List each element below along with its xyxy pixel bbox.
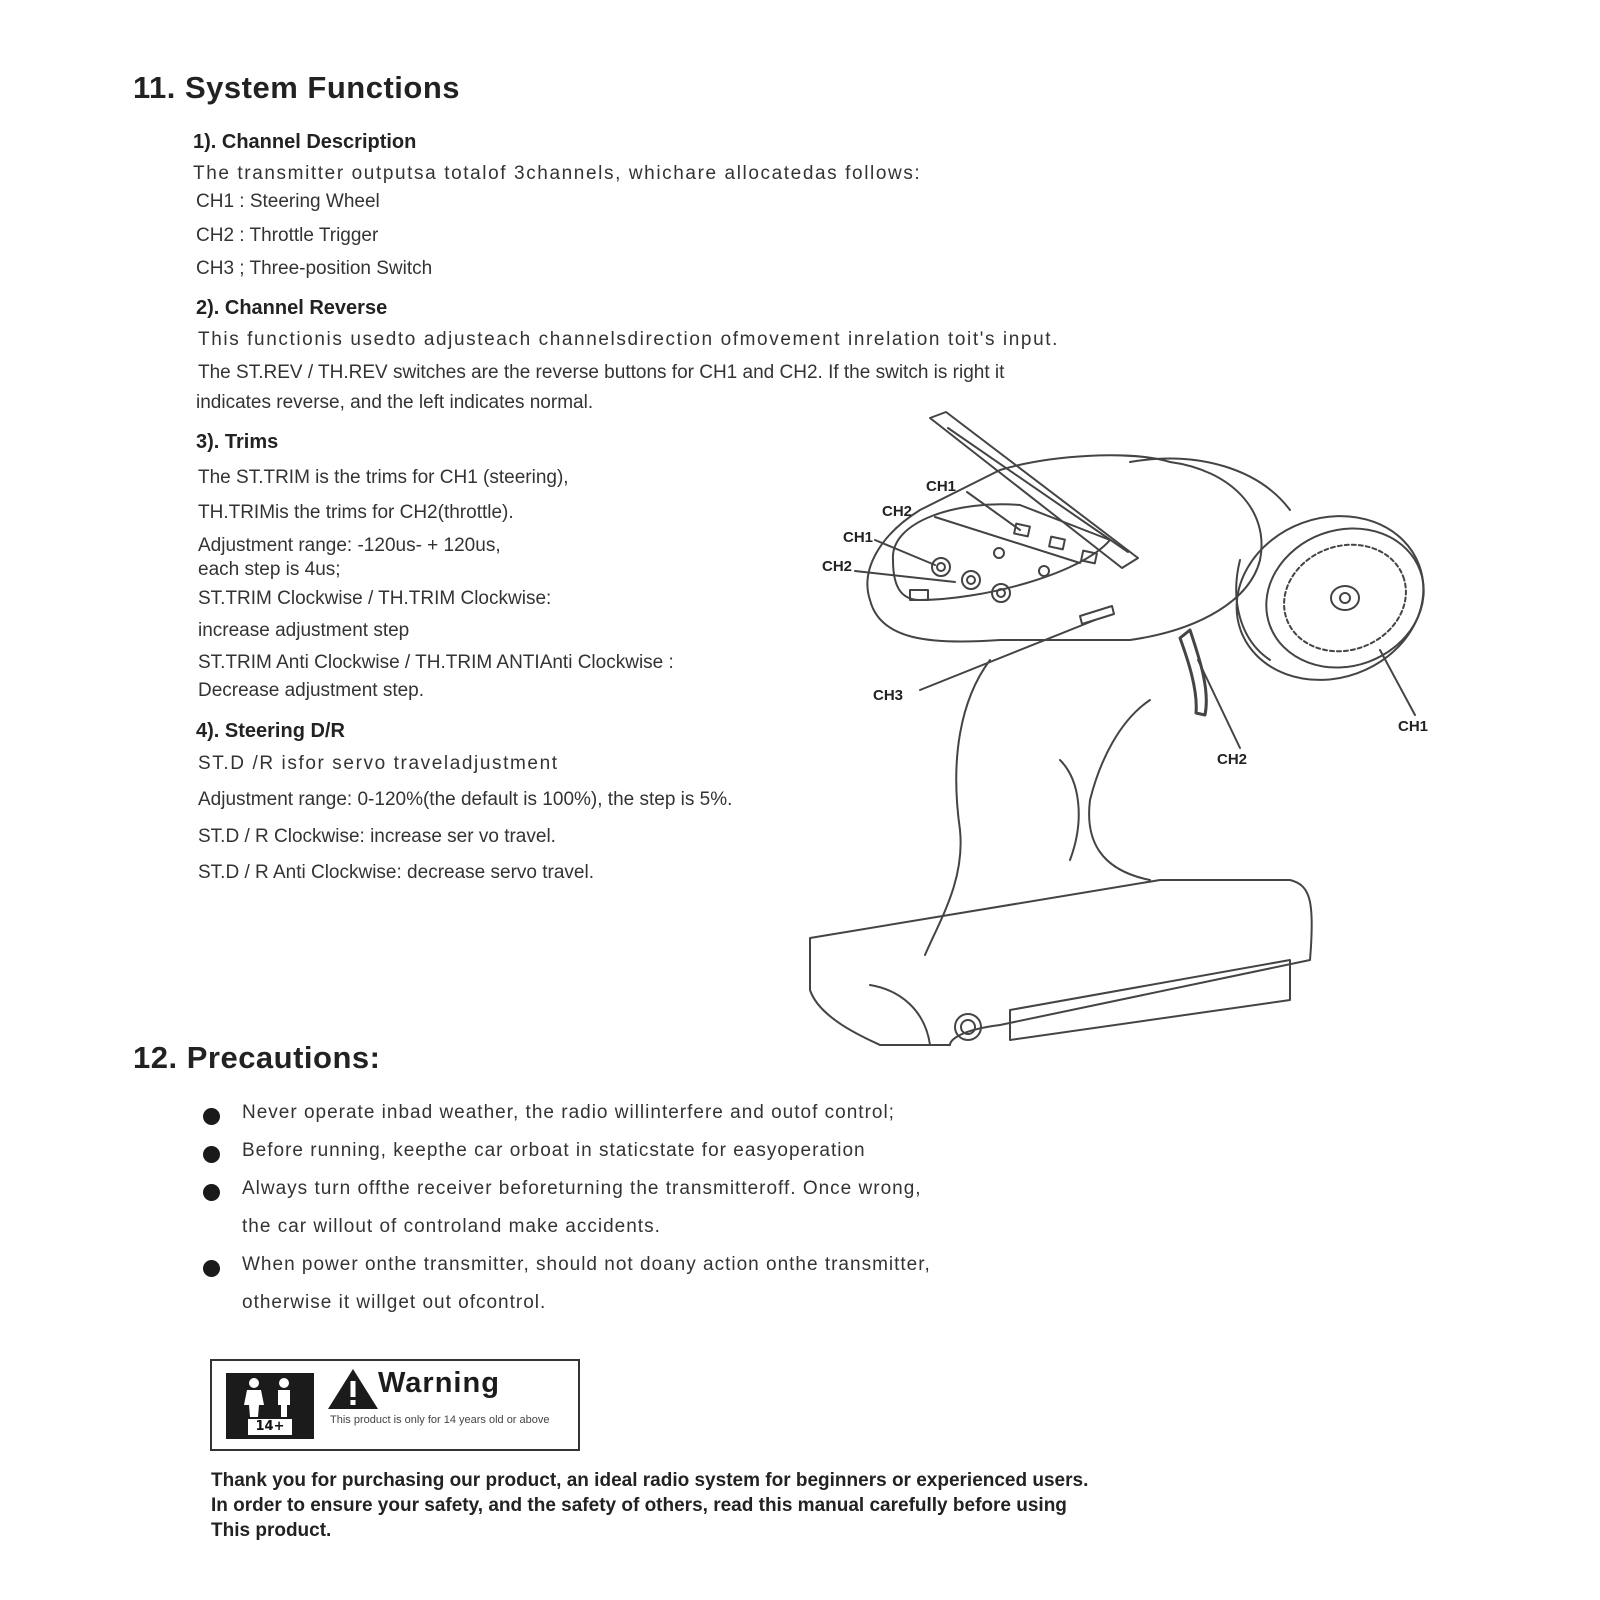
precaution-3b: the car willout of controland make accidents.	[242, 1216, 661, 1237]
people-icon	[226, 1373, 314, 1419]
thanks-line1: Thank you for purchasing our product, an ideal radio system for beginners or experienced users.	[211, 1470, 1089, 1491]
bullet-icon	[203, 1184, 220, 1201]
label-switch-ch3: CH3	[873, 687, 904, 704]
channel-ch2-text: CH2 : Throttle Trigger	[196, 225, 379, 246]
trims-line2: TH.TRIMis the trims for CH2(throttle).	[198, 502, 514, 523]
channel-reverse-line2: The ST.REV / TH.REV switches are the reverse buttons for CH1 and CH2. If the switch is right it	[198, 362, 1005, 383]
trims-line3: Adjustment range: -120us- + 120us,	[198, 535, 501, 556]
warning-title: Warning	[378, 1367, 500, 1399]
bullet-icon	[203, 1260, 220, 1277]
precaution-4b: otherwise it willget out ofcontrol.	[242, 1292, 547, 1313]
label-top-ch1: CH1	[926, 478, 957, 495]
trims-line1: The ST.TRIM is the trims for CH1 (steering),	[198, 467, 569, 488]
age-restriction-icon	[226, 1373, 314, 1439]
precaution-2: Before running, keepthe car orboat in staticstate for easyoperation	[242, 1140, 866, 1161]
steering-dr-line4: ST.D / R Anti Clockwise: decrease servo travel.	[198, 862, 594, 883]
section-12-title: 12. Precautions:	[133, 1040, 381, 1075]
trims-line4: each step is 4us;	[198, 559, 341, 580]
steering-dr-line3: ST.D / R Clockwise: increase ser vo travel.	[198, 826, 556, 847]
channel-ch1-text: CH1 : Steering Wheel	[196, 191, 380, 212]
thanks-line3: This product.	[211, 1520, 332, 1541]
steering-dr-line1: ST.D /R isfor servo traveladjustment	[198, 753, 559, 774]
precaution-4a: When power onthe transmitter, should not doany action onthe transmitter,	[242, 1254, 931, 1275]
trims-line5: ST.TRIM Clockwise / TH.TRIM Clockwise:	[198, 588, 552, 609]
warning-triangle-icon	[326, 1367, 380, 1411]
channel-reverse-line1: This functionis usedto adjusteach channelsdirection ofmovement inrelation toit's input.	[198, 329, 1060, 350]
label-knob-ch1: CH1	[843, 529, 874, 546]
section-11-title: 11. System Functions	[133, 70, 460, 105]
label-top-ch2: CH2	[882, 503, 913, 520]
warning-box	[210, 1359, 580, 1451]
channel-description-intro: The transmitter outputsa totalof 3channels, whichare allocatedas follows:	[193, 163, 922, 184]
warning-text: This product is only for 14 years old or above	[330, 1414, 550, 1426]
label-knob-ch2: CH2	[822, 558, 853, 575]
precaution-3a: Always turn offthe receiver beforeturning the transmitteroff. Once wrong,	[242, 1178, 922, 1199]
trims-line7: ST.TRIM Anti Clockwise / TH.TRIM ANTIAnti Clockwise :	[198, 652, 674, 673]
label-trigger-ch2: CH2	[1217, 751, 1248, 768]
channel-reverse-line3: indicates reverse, and the left indicates normal.	[196, 392, 594, 413]
trims-line6: increase adjustment step	[198, 620, 410, 641]
label-wheel-ch1: CH1	[1398, 718, 1429, 735]
steering-dr-heading: 4). Steering D/R	[196, 720, 345, 742]
bullet-icon	[203, 1108, 220, 1125]
precaution-1: Never operate inbad weather, the radio willinterfere and outof control;	[242, 1102, 895, 1123]
channel-ch3-text: CH3 ; Three-position Switch	[196, 258, 433, 279]
trims-heading: 3). Trims	[196, 431, 279, 453]
channel-reverse-heading: 2). Channel Reverse	[196, 297, 388, 319]
channel-description-heading: 1). Channel Description	[193, 131, 417, 153]
bullet-icon	[203, 1146, 220, 1163]
age-label: 14+	[248, 1419, 292, 1435]
steering-dr-line2: Adjustment range: 0-120%(the default is 100%), the step is 5%.	[198, 789, 733, 810]
thanks-line2: In order to ensure your safety, and the safety of others, read this manual carefully before using	[211, 1495, 1067, 1516]
trims-line8: Decrease adjustment step.	[198, 680, 425, 701]
